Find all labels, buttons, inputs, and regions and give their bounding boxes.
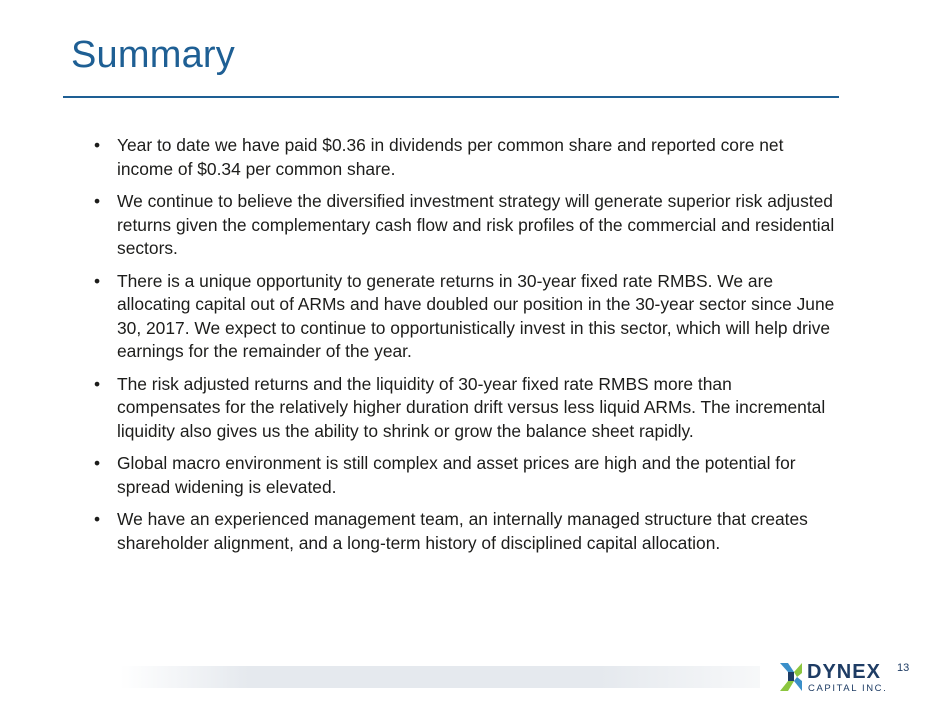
company-logo (780, 660, 890, 694)
bullet-list (94, 134, 839, 564)
slide-title: Summary (71, 34, 235, 76)
bullet-item (94, 190, 839, 261)
bullet-item (94, 452, 839, 499)
title-divider (63, 96, 839, 98)
bullet-marker: • (94, 135, 101, 155)
bullet-item (94, 134, 839, 181)
bullet-marker: • (94, 270, 101, 291)
dynex-chevron-logo-icon (780, 663, 804, 691)
bullet-marker: • (94, 191, 101, 211)
footer-bar (120, 666, 760, 688)
bullet-text: Year to date we have paid $0.36 in dividends per common share and reported core net income of $0.34 per common share. (117, 135, 784, 179)
bullet-item (94, 270, 839, 364)
bullet-text: We continue to believe the diversified investment strategy will generate superior risk adjusted returns given the complementary cash flow and risk profiles of the commercial and residential sectors. (117, 191, 835, 258)
bullet-item (94, 373, 839, 444)
bullet-marker: • (94, 373, 101, 394)
page-number: 13 (897, 662, 910, 674)
bullet-text: Global macro environment is still complex and asset prices are high and the potential for spread widening is elevated. (117, 453, 796, 497)
bullet-text: We have an experienced management team, an internally managed structure that creates shareholder alignment, and a long-term history of disciplined capital allocation. (117, 509, 808, 553)
bullet-marker: • (94, 509, 101, 529)
bullet-text: There is a unique opportunity to generate returns in 30-year fixed rate RMBS. We are allocating capital out of ARMs and have doubled our position in the 30-year sector since June 30, 2017. We expect to continue to opportunistically invest in this sector, which will help drive earnings for the remainder of the year. (117, 270, 835, 361)
bullet-text: The risk adjusted returns and the liquidity of 30-year fixed rate RMBS more than compensates for the relatively higher duration drift versus less liquid ARMs. The incremental liquidity also gives us the ability to shrink or grow the balance sheet rapidly. (117, 373, 826, 441)
bullet-marker: • (94, 453, 101, 473)
bullet-item (94, 508, 839, 555)
logo-wordmark: DYNEX (807, 661, 881, 683)
logo-tagline: CAPITAL INC. (808, 683, 888, 694)
